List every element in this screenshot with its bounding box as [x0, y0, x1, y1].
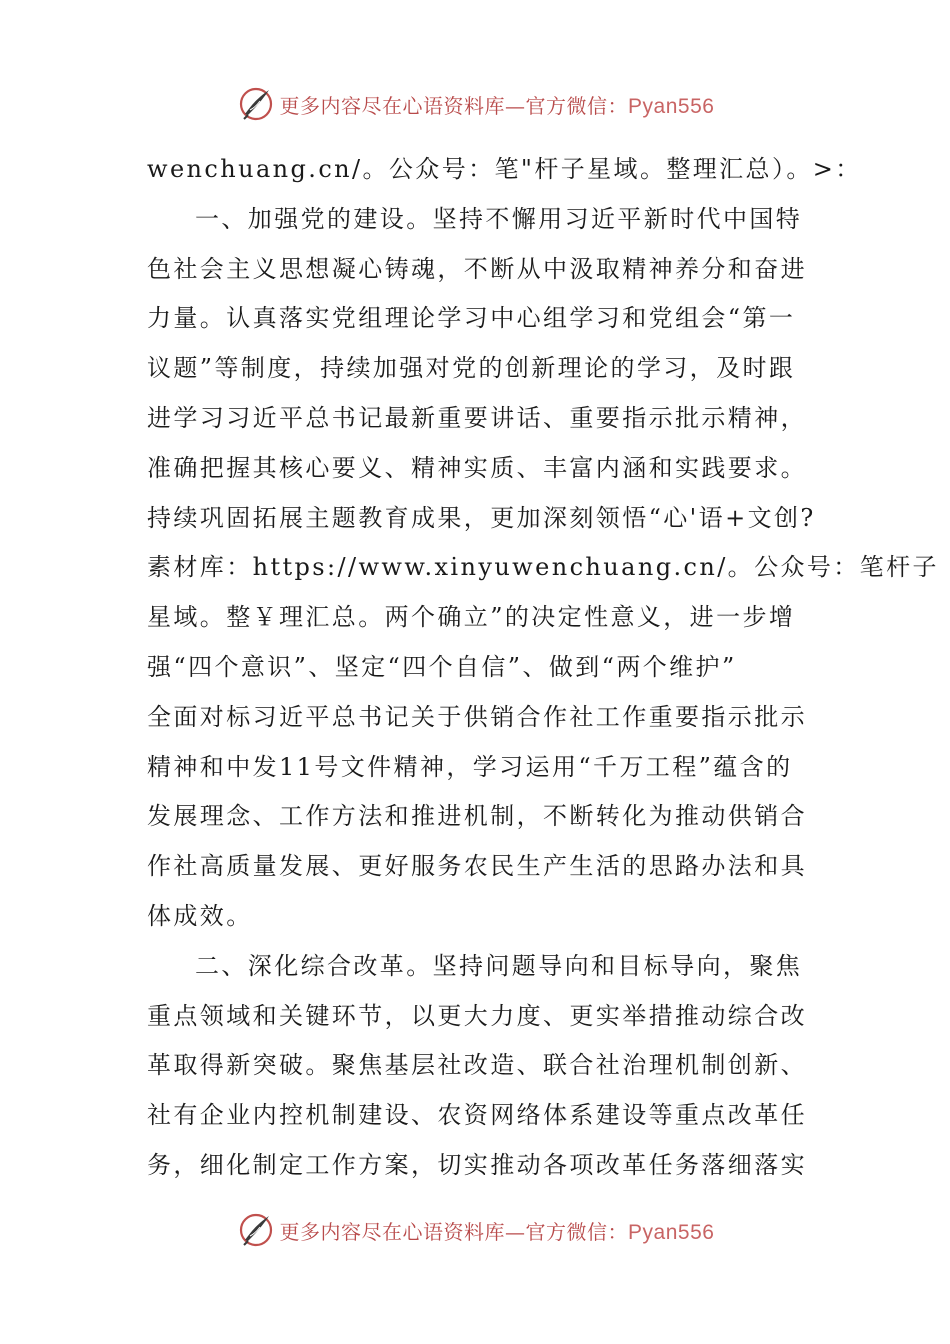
paragraph-heading-line: 二、深化综合改革。坚持问题导向和目标导向，聚焦 — [195, 951, 803, 980]
quill-logo-icon — [236, 1210, 276, 1250]
text-line: 重点领域和关键环节，以更大力度、更实举措推动综合改 — [147, 1001, 807, 1030]
text-line: 体成效。 — [147, 901, 253, 930]
text-line: 务，细化制定工作方案，切实推动各项改革任务落细落实 — [147, 1150, 807, 1179]
text-line: 全面对标习近平总书记关于供销合作社工作重要指示批示 — [147, 702, 807, 731]
quill-logo-icon — [236, 84, 276, 124]
banner-label — [280, 1216, 715, 1245]
text-line: 革取得新突破。聚焦基层社改造、联合社治理机制创新、 — [147, 1051, 807, 1080]
text-line: 作社高质量发展、更好服务农民生产生活的思路办法和具 — [147, 852, 807, 881]
banner-promo-text: 更多内容尽在心语资料库—官方微信： — [279, 93, 629, 118]
text-line: 议题”等制度，持续加强对党的创新理论的学习，及时跟 — [147, 354, 796, 383]
text-line: 持续巩固拓展主题教育成果，更加深刻领悟“心'语+文创? — [147, 503, 816, 532]
text-line: 发展理念、工作方法和推进机制，不断转化为推动供销合 — [147, 802, 807, 831]
text-line: wenchuang.cn/。公众号：笔"杆子星域。整理汇总）。>： — [147, 155, 862, 183]
document-body — [147, 145, 939, 1191]
text-line: 力量。认真落实党组理论学习中心组学习和党组会“第一 — [147, 304, 796, 333]
banner-label — [280, 90, 715, 119]
footer-banner — [0, 1208, 950, 1252]
text-line: 精神和中发11号文件精神，学习运用“千万工程”蕴含的 — [147, 752, 793, 781]
text-line: 素材库：https://www.xinyuwenchuang.cn/。公众号：笔杆子 — [147, 553, 939, 582]
header-banner — [0, 82, 950, 126]
paragraph-heading-line: 一、加强党的建设。坚持不懈用习近平新时代中国特 — [195, 204, 803, 233]
text-line: 色社会主义思想凝心铸魂，不断从中汲取精神养分和奋进 — [147, 254, 807, 283]
text-line: 星域。整￥理汇总。两个确立”的决定性意义，进一步增 — [147, 603, 796, 632]
banner-promo-text: 更多内容尽在心语资料库—官方微信： — [279, 1219, 629, 1244]
text-line: 社有企业内控机制建设、农资网络体系建设等重点改革任 — [147, 1101, 807, 1130]
text-line: 进学习习近平总书记最新重要讲话、重要指示批示精神， — [147, 403, 807, 432]
banner-wechat-handle: Pyan556 — [628, 94, 715, 118]
banner-wechat-handle: Pyan556 — [628, 1220, 715, 1244]
text-line: 强“四个意识”、坚定“四个自信”、做到“两个维护” — [147, 652, 737, 681]
text-line: 准确把握其核心要义、精神实质、丰富内涵和实践要求。 — [147, 453, 807, 482]
